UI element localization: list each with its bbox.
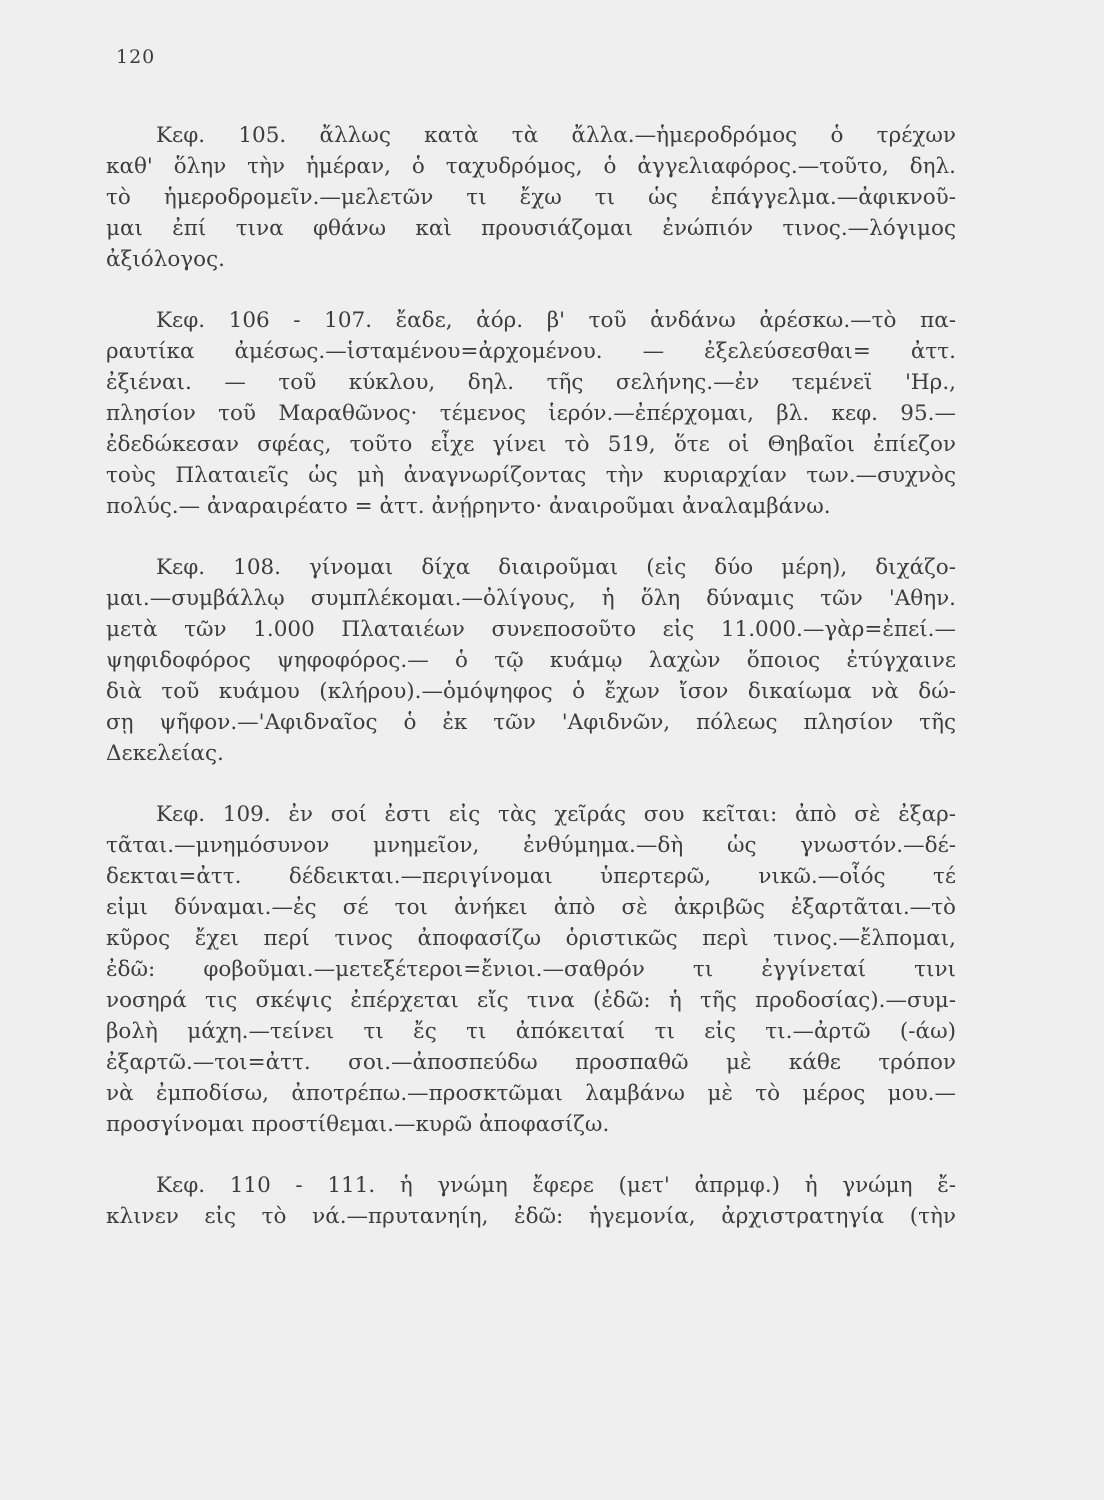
section-chapter-110-111 (106, 1170, 956, 1232)
text-line: τοὺς Πλαταιεῖς ὡς μὴ ἀναγνωρίζοντας τὴν κυριαρχίαν των.—συχνὸς (106, 463, 956, 488)
text-line: κῦρος ἔχει περί τινος ἀποφασίζω ὁριστικῶς περὶ τινος.—ἔλπομαι, (106, 926, 956, 951)
text-line: ἐξαρτῶ.—τοι=ἀττ. σοι.—ἀποσπεύδω προσπαθῶ μὲ κάθε τρόπον (106, 1050, 956, 1075)
text-line: Κεφ. 106 - 107. ἔαδε, ἀόρ. β' τοῦ ἁνδάνω ἀρέσκω.—τὸ πα- (156, 308, 956, 333)
text-line: σῃ ψῆφον.—'Αφιδναῖος ὁ ἐκ τῶν 'Αφιδνῶν, πόλεως πλησίον τῆς (106, 710, 956, 735)
text-line: μαι ἐπί τινα φθάνω καὶ προυσιάζομαι ἐνώπιόν τινος.—λόγιμος (106, 216, 956, 241)
text-line: μαι.—συμβάλλῳ συμπλέκομαι.—ὀλίγους, ἡ ὅλη δύναμις τῶν 'Αθην. (106, 586, 956, 611)
text-line: νὰ ἐμποδίσω, ἀποτρέπω.—προσκτῶμαι λαμβάνω μὲ τὸ μέρος μου.— (106, 1081, 956, 1106)
text-line: διὰ τοῦ κυάμου (κλήρου).—ὁμόψηφος ὁ ἔχων ἴσον δικαίωμα νὰ δώ- (106, 679, 956, 704)
text-line: τὸ ἡμεροδρομεῖν.—μελετῶν τι ἔχω τι ὡς ἐπάγγελμα.—ἀφικνοῦ- (106, 185, 956, 210)
text-line: ἐδεδώκεσαν σφέας, τοῦτο εἶχε γίνει τὸ 519, ὅτε οἱ Θηβαῖοι ἐπίεζον (106, 432, 956, 457)
text-line: πολύς.— ἀναραιρέατο = ἀττ. ἀνῄρηντο· ἀναιροῦμαι ἀναλαμβάνω. (106, 494, 831, 519)
section-chapter-106-107 (106, 305, 956, 522)
text-line: Κεφ. 108. γίνομαι δίχα διαιροῦμαι (εἰς δύο μέρη), διχάζο- (156, 555, 956, 580)
text-line: νοσηρά τις σκέψις ἐπέρχεται εἴς τινα (ἐδῶ: ἡ τῆς προδοσίας).—συμ- (106, 988, 956, 1013)
text-line: κλινεν εἰς τὸ νά.—πρυτανηίη, ἐδῶ: ἡγεμονία, ἀρχιστρατηγία (τὴν (106, 1204, 956, 1229)
section-chapter-108 (106, 552, 956, 769)
text-line: πλησίον τοῦ Μαραθῶνος· τέμενος ἱερόν.—ἐπέρχομαι, βλ. κεφ. 95.— (106, 401, 956, 426)
text-line: ἐδῶ: φοβοῦμαι.—μετεξέτεροι=ἔνιοι.—σαθρόν τι ἐγγίνεταί τινι (106, 957, 956, 982)
text-line: Δεκελείας. (106, 741, 224, 766)
page-number: 120 (116, 46, 156, 68)
section-chapter-105 (106, 120, 956, 275)
text-line: ραυτίκα ἀμέσως.—ἱσταμένου=ἀρχομένου. — ἐξελεύσεσθαι= ἀττ. (106, 339, 956, 364)
text-line: Κεφ. 110 - 111. ἡ γνώμη ἔφερε (μετ' ἀπρμφ.) ἡ γνώμη ἔ- (156, 1173, 956, 1198)
text-line: τᾶται.—μνημόσυνον μνημεῖον, ἐνθύμημα.—δὴ ὡς γνωστόν.—δέ- (106, 833, 956, 858)
section-chapter-109 (106, 799, 956, 1140)
text-line: Κεφ. 109. ἐν σοί ἐστι εἰς τὰς χεῖράς σου κεῖται: ἀπὸ σὲ ἐξαρ- (156, 802, 956, 827)
text-line: ψηφιδοφόρος ψηφοφόρος.— ὁ τῷ κυάμῳ λαχὼν ὅποιος ἐτύγχαινε (106, 648, 956, 673)
text-line: εἰμι δύναμαι.—ἐς σέ τοι ἀνήκει ἀπὸ σὲ ἀκριβῶς ἐξαρτᾶται.—τὸ (106, 895, 956, 920)
text-line: βολὴ μάχη.—τείνει τι ἔς τι ἀπόκειταί τι εἰς τι.—ἀρτῶ (-άω) (106, 1019, 956, 1044)
text-line: ἐξιέναι. — τοῦ κύκλου, δηλ. τῆς σελήνης.—ἐν τεμένεϊ 'Ηρ., (106, 370, 956, 395)
text-line: μετὰ τῶν 1.000 Πλαταιέων συνεποσοῦτο εἰς 11.000.—γὰρ=ἐπεί.— (106, 617, 956, 642)
text-line: ἀξιόλογος. (106, 247, 225, 272)
text-line: καθ' ὅλην τὴν ἡμέραν, ὁ ταχυδρόμος, ὁ ἀγγελιαφόρος.—τοῦτο, δηλ. (106, 154, 956, 179)
text-line: δεκται=ἀττ. δέδεικται.—περιγίνομαι ὑπερτερῶ, νικῶ.—οἷός τέ (106, 864, 956, 889)
commentary-text (106, 120, 956, 1262)
text-line: Κεφ. 105. ἄλλως κατὰ τὰ ἄλλα.—ἡμεροδρόμος ὁ τρέχων (156, 123, 956, 148)
text-line: προσγίνομαι προστίθεμαι.—κυρῶ ἀποφασίζω. (106, 1112, 610, 1137)
